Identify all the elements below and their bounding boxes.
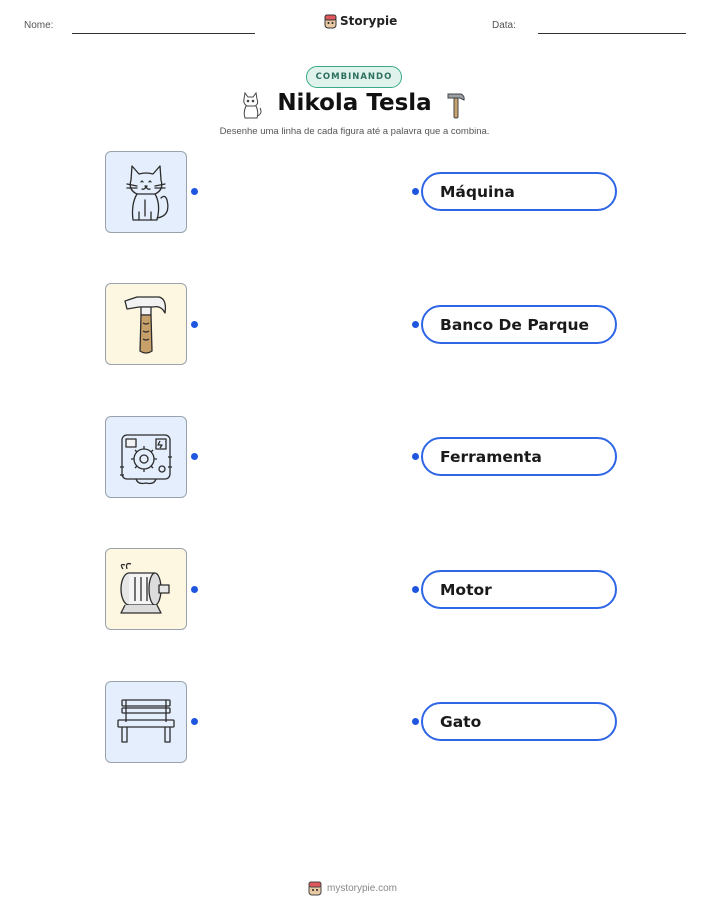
footer	[308, 880, 397, 896]
picture-card-cat	[105, 151, 187, 233]
word-dot-1[interactable]	[412, 188, 419, 195]
brand-name: Storypie	[340, 14, 398, 28]
pie-mascot-icon	[308, 880, 322, 896]
word-option-4: Motor	[421, 570, 617, 609]
bench-icon	[114, 696, 178, 748]
word-option-5: Gato	[421, 702, 617, 741]
word-dot-4[interactable]	[412, 586, 419, 593]
footer-url[interactable]: mystorypie.com	[327, 882, 398, 894]
picture-dot-1[interactable]	[191, 188, 198, 195]
name-line[interactable]	[72, 33, 255, 34]
activity-badge: COMBINANDO	[306, 66, 402, 88]
motor-icon	[115, 561, 177, 617]
name-label: Nome:	[24, 20, 54, 31]
word-dot-2[interactable]	[412, 321, 419, 328]
picture-card-machine	[105, 416, 187, 498]
hammer-icon	[445, 90, 467, 124]
word-option-1: Máquina	[421, 172, 617, 211]
picture-dot-2[interactable]	[191, 321, 198, 328]
word-dot-5[interactable]	[412, 718, 419, 725]
pie-mascot-icon	[324, 13, 337, 29]
date-label: Data:	[492, 20, 516, 31]
picture-dot-5[interactable]	[191, 718, 198, 725]
picture-card-bench	[105, 681, 187, 763]
word-dot-3[interactable]	[412, 453, 419, 460]
hammer-icon	[119, 291, 173, 357]
word-option-2: Banco De Parque	[421, 305, 617, 344]
picture-dot-4[interactable]	[191, 586, 198, 593]
machine-icon	[116, 427, 176, 487]
word-option-3: Ferramenta	[421, 437, 617, 476]
instructions: Desenhe uma linha de cada figura até a palavra que a combina.	[219, 126, 490, 137]
page-title: Nikola Tesla	[277, 90, 432, 116]
cat-icon	[117, 160, 175, 224]
picture-card-hammer	[105, 283, 187, 365]
brand-logo	[324, 13, 397, 29]
date-line[interactable]	[538, 33, 686, 34]
picture-dot-3[interactable]	[191, 453, 198, 460]
picture-card-motor	[105, 548, 187, 630]
